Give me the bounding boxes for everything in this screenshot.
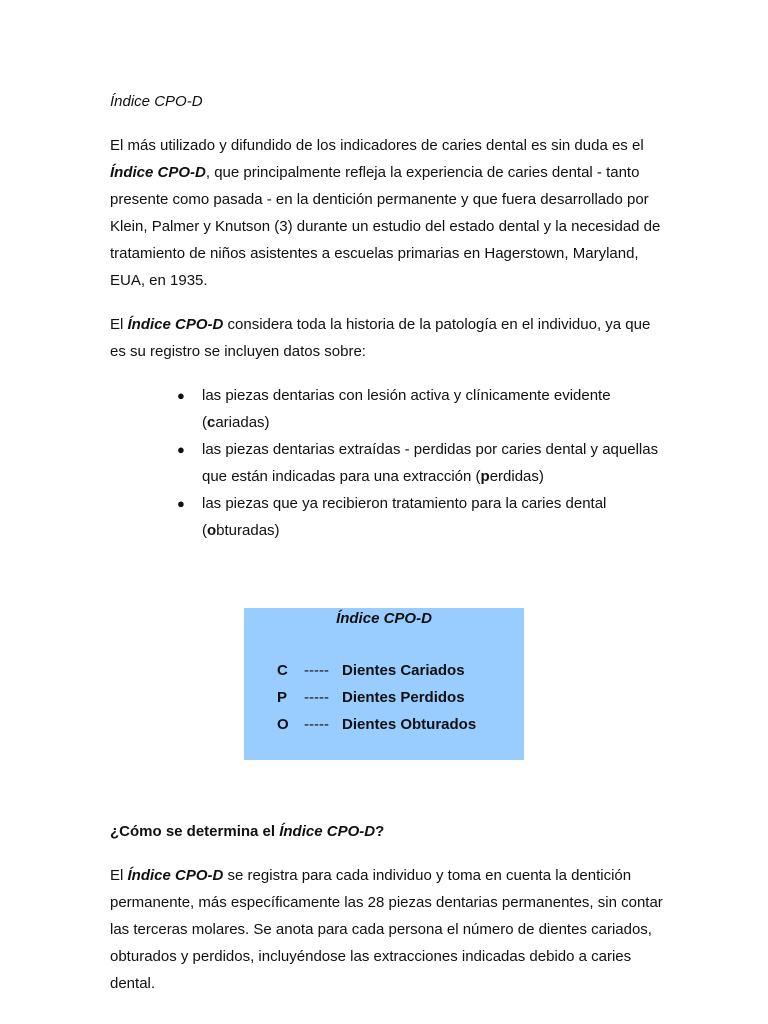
legend-title: Índice CPO-D bbox=[336, 610, 432, 627]
method-text-2: se registra para cada individuo y toma en cuenta la dentición permanente, más específicamente las 28 piezas dentarias permanentes, sin contar las terceras molares. Se anota para cada persona el número de dientes cariados, obturados y perdidos, incluyéndose las extracciones indicadas debido a caries dental. bbox=[110, 867, 663, 992]
list-item-letter: p bbox=[480, 468, 490, 485]
list-item-rest: bturadas) bbox=[216, 522, 280, 539]
history-text-2: considera toda la historia de la patología en el individuo, ya que es su registro se incluyen datos sobre: bbox=[110, 316, 651, 360]
list-item-text: las piezas dentarias extraídas - perdidas por caries dental y aquellas que están indicadas para una extracción ( bbox=[202, 441, 659, 485]
intro-text-2: , que principalmente refleja la experiencia de caries dental - tanto presente como pasada - en la dentición permanente y que fuera desarrollado por Klein, Palmer y Knutson (3) durante un estudio del estado dental y la necesidad de tratamiento de niños asistentes a escuelas primarias en Hagerstown, Maryland, EUA, en 1935. bbox=[110, 164, 661, 289]
list-item bbox=[177, 490, 662, 544]
list-item-rest: ariadas) bbox=[215, 414, 270, 431]
bullet-icon: ● bbox=[177, 388, 185, 403]
method-paragraph bbox=[110, 862, 670, 997]
intro-index-name: Índice CPO-D bbox=[110, 164, 206, 181]
list-item-letter: c bbox=[207, 414, 216, 431]
legend-term: Dientes Perdidos bbox=[342, 689, 465, 706]
history-paragraph bbox=[110, 311, 662, 365]
legend-row-c bbox=[277, 657, 465, 684]
section-heading: Índice CPO-D bbox=[110, 93, 203, 110]
legend-letter: P bbox=[277, 689, 288, 706]
question-index-name: Índice CPO-D bbox=[279, 823, 376, 840]
legend-term: Dientes Obturados bbox=[342, 716, 477, 733]
list-item-rest: erdidas) bbox=[489, 468, 544, 485]
history-text-1: El bbox=[110, 316, 128, 333]
legend-dash: ----- bbox=[304, 689, 329, 706]
cpo-d-legend-box bbox=[244, 608, 524, 760]
list-item bbox=[177, 382, 662, 436]
question-text-1: ¿Cómo se determina el bbox=[110, 823, 280, 840]
bullet-icon: ● bbox=[177, 496, 185, 511]
legend-letter: O bbox=[277, 716, 289, 733]
question-heading bbox=[110, 818, 670, 845]
list-item-text: las piezas que ya recibieron tratamiento para la caries dental ( bbox=[202, 495, 607, 539]
question-text-2: ? bbox=[375, 823, 385, 840]
legend-dash: ----- bbox=[304, 662, 329, 679]
list-item-text: las piezas dentarias con lesión activa y clínicamente evidente ( bbox=[202, 387, 611, 431]
bullet-icon: ● bbox=[177, 442, 185, 457]
document-section-1 bbox=[110, 88, 662, 544]
method-text-1: El bbox=[110, 867, 128, 884]
legend-dash: ----- bbox=[304, 716, 329, 733]
document-section-2 bbox=[110, 818, 670, 997]
list-item bbox=[177, 436, 662, 490]
legend-letter: C bbox=[277, 662, 288, 679]
bullet-list bbox=[110, 382, 662, 544]
history-index-name: Índice CPO-D bbox=[127, 316, 224, 333]
legend-term: Dientes Cariados bbox=[342, 662, 465, 679]
legend-row-o bbox=[277, 711, 476, 738]
list-item-letter: o bbox=[207, 522, 217, 539]
intro-text-1: El más utilizado y difundido de los indicadores de caries dental es sin duda es el bbox=[110, 137, 644, 154]
method-index-name: Índice CPO-D bbox=[127, 867, 224, 884]
legend-row-p bbox=[277, 684, 465, 711]
intro-paragraph bbox=[110, 132, 662, 294]
